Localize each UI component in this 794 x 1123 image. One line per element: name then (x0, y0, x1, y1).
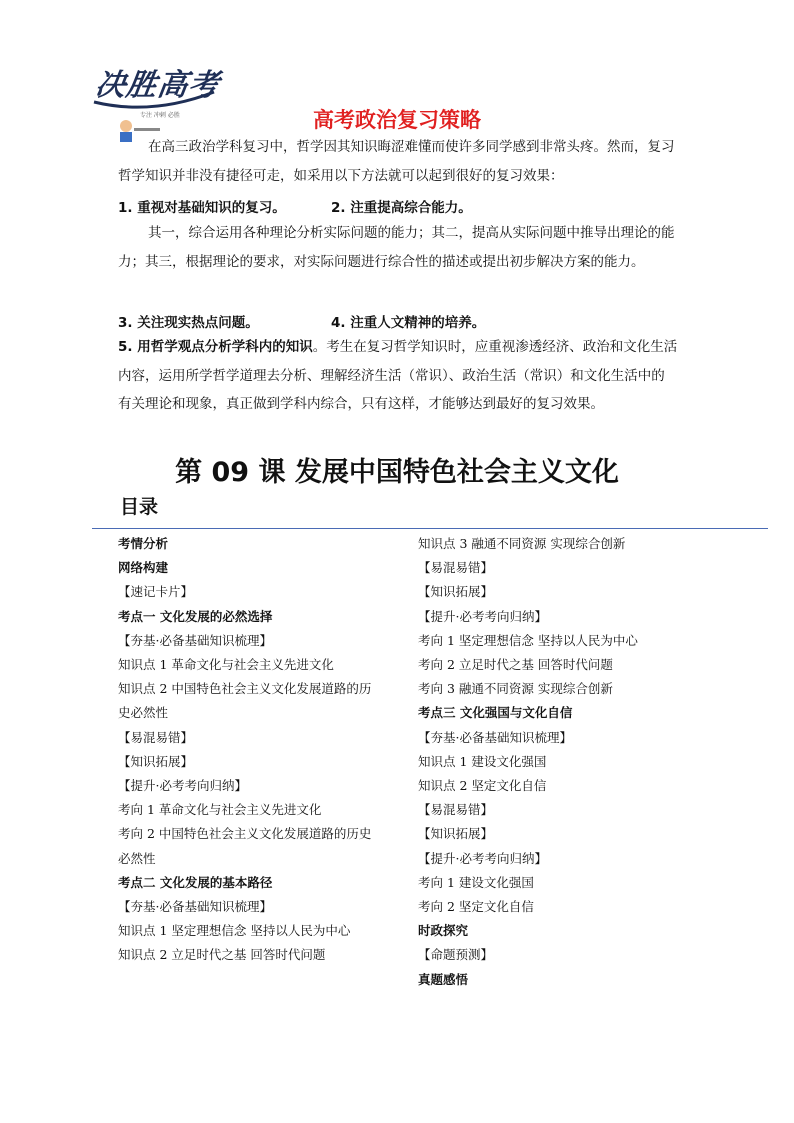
toc-heading: 目录 (120, 496, 159, 518)
tip-1: 1. 重视对基础知识的复习。 (118, 200, 286, 216)
toc-entry[interactable]: 考向 1 革命文化与社会主义先进文化 (118, 802, 322, 818)
toc-entry[interactable]: 网络构建 (118, 560, 169, 576)
toc-entry[interactable]: 【易混易错】 (118, 729, 194, 745)
lesson-title: 第 09 课 发展中国特色社会主义文化 (175, 457, 619, 488)
logo-subtitle: 专注 冲刺 必胜 (140, 112, 180, 119)
toc-entry[interactable]: 知识点 2 中国特色社会主义文化发展道路的历史必然性 (118, 681, 372, 721)
toc-entry[interactable]: 【知识拓展】 (418, 826, 494, 842)
toc-left-column (118, 532, 380, 968)
toc-entry[interactable]: 考向 2 坚定文化自信 (418, 899, 534, 915)
toc-entry[interactable]: 考情分析 (118, 536, 169, 551)
toc-entry[interactable]: 【易混易错】 (418, 802, 494, 818)
toc-entry[interactable]: 知识点 3 融通不同资源 实现综合创新 (418, 536, 626, 551)
toc-entry[interactable]: 知识点 2 立足时代之基 回答时代问题 (118, 947, 326, 963)
toc-entry[interactable]: 【易混易错】 (418, 560, 494, 576)
toc-entry[interactable]: 时政探究 (418, 923, 469, 939)
toc-entry[interactable]: 考点二 文化发展的基本路径 (118, 874, 273, 890)
tip-5-heading: 5. 用哲学观点分析学科内的知识 (118, 339, 313, 355)
toc-entry[interactable]: 知识点 1 坚定理想信念 坚持以人民为中心 (118, 923, 351, 939)
toc-entry[interactable]: 考向 2 立足时代之基 回答时代问题 (418, 657, 613, 673)
toc-entry[interactable]: 知识点 2 坚定文化自信 (418, 778, 547, 794)
tip-2: 2. 注重提高综合能力。 (331, 200, 472, 216)
toc-entry[interactable]: 【提升·必考考向归纳】 (418, 850, 547, 866)
page-title: 高考政治复习策略 (313, 108, 481, 132)
toc-entry[interactable]: 知识点 1 建设文化强国 (418, 753, 547, 769)
toc-entry[interactable]: 考点一 文化发展的必然选择 (118, 608, 273, 624)
toc-entry[interactable]: 考向 1 建设文化强国 (418, 874, 534, 890)
tip-5 (118, 333, 678, 419)
toc-entry[interactable]: 【夯基·必备基础知识梳理】 (118, 632, 272, 648)
toc-divider (92, 528, 768, 529)
toc-entry[interactable]: 【知识拓展】 (418, 584, 494, 600)
tip-5-body: 。考生在复习哲学知识时，应重视渗透经济、政治和文化生活内容，运用所学哲学道理去分析、理解经济生活（常识）、政治生活（常识）和文化生活中的有关理论和现象，真正做到学科内综合，只有这样，才能够达到最好的复习效果。 (118, 339, 678, 412)
toc-entry[interactable]: 考向 1 坚定理想信念 坚持以人民为中心 (418, 632, 638, 648)
toc-entry[interactable]: 【命题预测】 (418, 947, 494, 963)
toc-entry[interactable]: 知识点 1 革命文化与社会主义先进文化 (118, 657, 334, 673)
tip-2-explanation: 其一，综合运用各种理论分析实际问题的能力；其二，提高从实际问题中推导出理论的能力；其三，根据理论的要求，对实际问题进行综合性的描述或提出初步解决方案的能力。 (118, 225, 675, 270)
tip-4: 4. 注重人文精神的培养。 (331, 315, 486, 331)
toc-entry[interactable]: 真题感悟 (418, 971, 469, 987)
toc-entry[interactable]: 考点三 文化强国与文化自信 (418, 705, 573, 721)
toc-entry[interactable]: 考向 2 中国特色社会主义文化发展道路的历史必然性 (118, 826, 372, 866)
toc-entry[interactable]: 【夯基·必备基础知识梳理】 (418, 729, 572, 745)
tips-row-1 (118, 196, 678, 216)
toc-entry[interactable]: 【提升·必考考向归纳】 (418, 608, 547, 624)
toc-entry[interactable]: 【提升·必考考向归纳】 (118, 778, 247, 794)
toc-entry[interactable]: 【速记卡片】 (118, 584, 194, 600)
tips-row-2 (118, 311, 678, 331)
toc-entry[interactable]: 【知识拓展】 (118, 753, 194, 769)
tip-3: 3. 关注现实热点问题。 (118, 315, 259, 331)
toc-entry[interactable]: 考向 3 融通不同资源 实现综合创新 (418, 681, 613, 697)
toc-entry[interactable]: 【夯基·必备基础知识梳理】 (118, 899, 272, 915)
logo-text: 决胜高考 (93, 68, 222, 103)
intro-paragraph: 在高三政治学科复习中，哲学因其知识晦涩难懂而使许多同学感到非常头疼。然而，复习哲学知识并非没有捷径可走，如采用以下方法就可以起到很好的复习效果： (118, 139, 675, 184)
toc-right-column (418, 532, 680, 992)
